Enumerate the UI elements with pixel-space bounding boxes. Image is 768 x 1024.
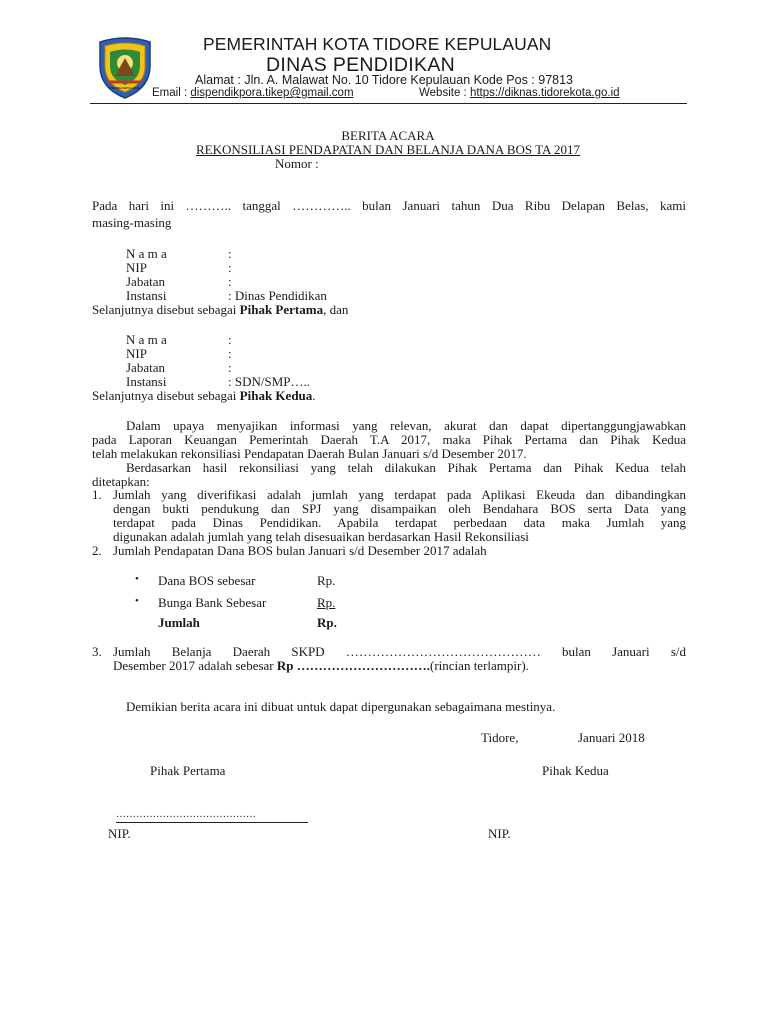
logo-text: TIDORE KEPULAUAN (110, 86, 140, 90)
nip-right: NIP. (488, 826, 511, 841)
designation-suffix: . (312, 388, 316, 403)
item1-line-3: terdapat pada Dinas Pendidikan. Apabila terdapat perbedaan data maka Jumlah yang (113, 515, 686, 530)
bullet-label-bunga-bank: Bunga Bank Sebesar (158, 595, 267, 610)
para1-line-3: telah melakukan rekonsiliasi Pendapatan Daerah Bulan Januari s/d Desember 2017. (92, 446, 527, 461)
bullet-value-bunga-bank: Rp. (317, 595, 336, 610)
item3-rp: Rp (276, 658, 294, 673)
item3-word: bulan (562, 644, 591, 659)
office-name: DINAS PENDIDIKAN (266, 54, 456, 76)
party1-value-nip: : (228, 260, 232, 275)
item1-line-4: digunakan adalah jumlah yang telah disesuaikan berdasarkan Hasil Rekonsiliasi (113, 529, 529, 544)
item3-number: 3. (92, 644, 102, 659)
item3-line-2 (113, 658, 529, 674)
item3-suffix: (rincian terlampir). (430, 658, 529, 673)
govt-name: PEMERINTAH KOTA TIDORE KEPULAUAN (203, 34, 552, 54)
item3-word: Jumlah (113, 644, 151, 659)
party1-value-instansi: : Dinas Pendidikan (228, 288, 327, 303)
party2-value-nip: : (228, 346, 232, 361)
item1-number: 1. (92, 487, 102, 502)
contact-line (152, 87, 354, 99)
item3-text: Desember 2017 adalah sebesar (113, 658, 277, 673)
shield-logo-icon (96, 36, 154, 100)
intro-line-2: masing-masing (92, 215, 172, 230)
website-link[interactable]: https://diknas.tidorekota.go.id (469, 87, 620, 99)
document-number: Nomor : (275, 156, 319, 171)
place: Tidore, (481, 730, 519, 745)
party1-designation (92, 302, 348, 318)
party2-label-name: N a m a (126, 332, 167, 347)
designation-suffix: , dan (323, 302, 349, 317)
item1-line-1: Jumlah yang diverifikasi adalah jumlah yang terdapat pada Aplikasi Ekeuda dan dibandingkan (113, 487, 686, 502)
signature-line-left (116, 810, 308, 823)
para2-line-2: ditetapkan: (92, 474, 150, 489)
item3-word: Daerah (232, 644, 271, 659)
party1-value-jabatan: : (228, 274, 232, 289)
email-label: Email : (152, 87, 188, 99)
party2-value-instansi: : SDN/SMP….. (228, 374, 310, 389)
party2-label-nip: NIP (126, 346, 147, 361)
document-subtitle: REKONSILIASI PENDAPATAN DAN BELANJA DANA BOS TA 2017 (196, 142, 580, 157)
bullet-icon: • (135, 573, 139, 585)
party2-designation (92, 388, 316, 404)
bullet-icon: • (135, 595, 139, 607)
para2-line-1: Berdasarkan hasil rekonsiliasi yang telah dilakukan Pihak Pertama dan Pihak Kedua telah (126, 460, 686, 475)
item3-word: Januari (612, 644, 650, 659)
nip-left: NIP. (108, 826, 131, 841)
party2-value-name: : (228, 332, 232, 347)
website-line (419, 87, 620, 99)
website-label: Website : (419, 87, 467, 99)
item2-text: Jumlah Pendapatan Dana BOS bulan Januari s/d Desember 2017 adalah (113, 543, 487, 558)
para1-line-2: pada Laporan Keuangan Pemerintah Daerah T.A 2017, maka Pihak Pertama dan Pihak Kedua (92, 432, 686, 447)
designation-text: Selanjutnya disebut sebagai (92, 388, 240, 403)
email-link[interactable]: dispendikpora.tikep@gmail.com (190, 87, 354, 99)
item3-dots-2: …………………………. (293, 658, 431, 673)
bullet-value-dana-bos: Rp. (317, 573, 336, 588)
signatory-right-title: Pihak Kedua (542, 763, 609, 778)
item3-dots: ……………………………………… (345, 644, 541, 659)
party2-label-jabatan: Jabatan (126, 360, 165, 375)
party1-label-nip: NIP (126, 260, 147, 275)
item3-word: Belanja (171, 644, 212, 659)
item2-number: 2. (92, 543, 102, 558)
party2-value-jabatan: : (228, 360, 232, 375)
total-label: Jumlah (158, 615, 200, 630)
para1-line-1: Dalam upaya menyajikan informasi yang relevan, akurat dan dapat dipertanggungjawabkan (126, 418, 686, 433)
designation-bold: Pihak Pertama (239, 302, 324, 317)
signature-dots: …………………………………… (116, 810, 256, 820)
logo-emblem (96, 36, 154, 100)
document-title: BERITA ACARA (341, 128, 435, 143)
closing-statement: Demikian berita acara ini dibuat untuk dapat dipergunakan sebagaimana mestinya. (126, 699, 556, 714)
party1-label-instansi: Instansi (126, 288, 167, 303)
date: Januari 2018 (578, 730, 645, 745)
party1-value-name: : (228, 246, 232, 261)
office-address: Alamat : Jln. A. Malawat No. 10 Tidore Kepulauan Kode Pos : 97813 (195, 73, 574, 87)
intro-line-1: Pada hari ini ……….. tanggal ………….. bulan Januari tahun Dua Ribu Delapan Belas, kami (92, 198, 686, 213)
total-value: Rp. (317, 615, 337, 630)
party1-label-jabatan: Jabatan (126, 274, 165, 289)
item1-line-2: dengan bukti pendukung dan SPJ yang disampaikan oleh Bendahara BOS serta Data yang (113, 501, 686, 516)
party2-label-instansi: Instansi (126, 374, 167, 389)
party1-label-name: N a m a (126, 246, 167, 261)
item3-word: s/d (670, 644, 686, 659)
signatory-left-title: Pihak Pertama (150, 763, 226, 778)
item3-word: SKPD (291, 644, 325, 659)
bullet-label-dana-bos: Dana BOS sebesar (158, 573, 256, 588)
letterhead-divider (90, 103, 687, 104)
designation-bold: Pihak Kedua (239, 388, 313, 403)
designation-text: Selanjutnya disebut sebagai (92, 302, 240, 317)
